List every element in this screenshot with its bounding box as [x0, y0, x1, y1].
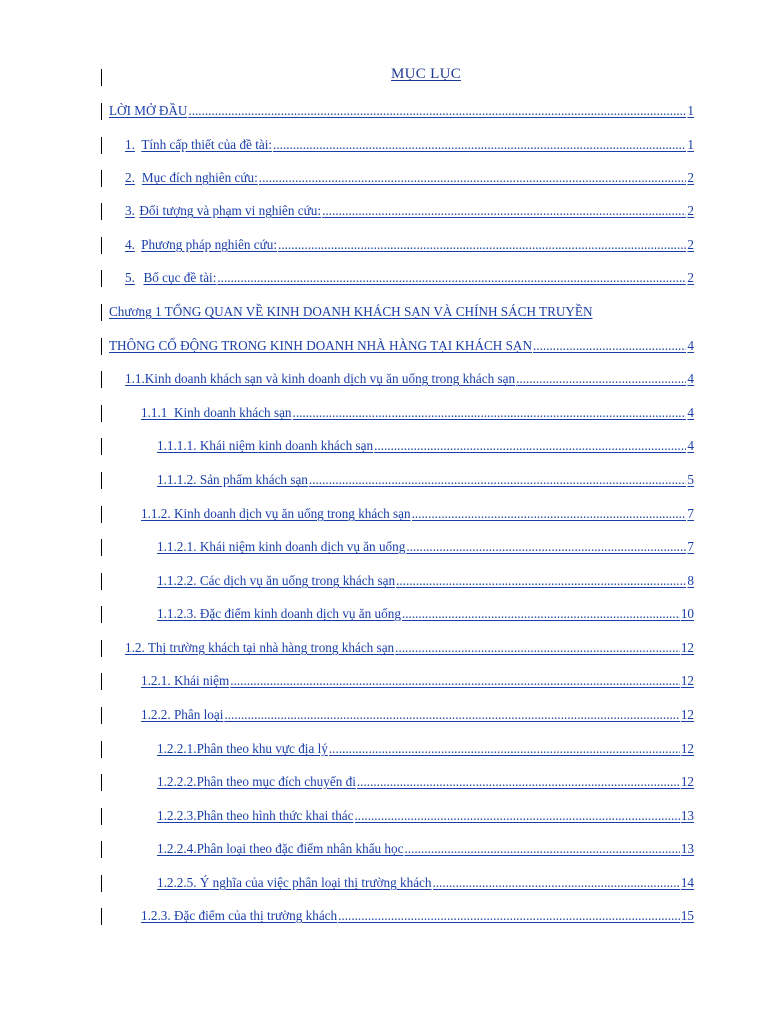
toc-entry-1-1-1[interactable] — [141, 405, 694, 421]
toc-entry-1-2-1[interactable] — [141, 673, 694, 689]
toc-entry-text: Đối tượng và phạm vi nghiên cứu: — [139, 203, 322, 218]
toc-entry-1-1-2-1[interactable] — [157, 539, 694, 555]
toc-entry-text: 1.2.3. Đặc điểm của thị trường khách — [141, 908, 338, 923]
change-bar — [101, 69, 102, 86]
toc-entry-number: 1.2.2.3. — [157, 808, 197, 823]
toc-page-number: 2 — [687, 237, 694, 252]
change-bar — [101, 506, 102, 523]
change-bar — [101, 774, 102, 791]
toc-page-number: 2 — [687, 170, 694, 185]
toc-leader-dots — [355, 808, 680, 824]
change-bar — [101, 170, 102, 187]
toc-entry-text: Bố cục đề tài: — [143, 270, 217, 285]
toc-entry-chapter-1[interactable] — [109, 338, 694, 354]
toc-page-number: 12 — [680, 673, 694, 688]
toc-page-number: 7 — [687, 539, 694, 554]
toc-leader-dots — [433, 875, 680, 891]
toc-entry-text: Tính cấp thiết của đề tài: — [141, 137, 273, 152]
toc-page-number: 12 — [680, 707, 694, 722]
change-bar — [101, 103, 102, 120]
toc-entry-text: 1.1.2.3. Đặc điểm kinh doanh dịch vụ ăn uống — [157, 606, 401, 621]
toc-page-number: 12 — [680, 774, 694, 789]
toc-entry-text: 1.2.2. Phân loại — [141, 707, 224, 722]
toc-page-number: 7 — [687, 506, 694, 521]
toc-entry-number: 5. — [125, 270, 135, 285]
toc-entry-loi-mo-dau[interactable] — [109, 103, 694, 119]
toc-entry-1-1[interactable] — [125, 371, 694, 387]
toc-entry-1-1-1-2[interactable] — [157, 472, 694, 488]
toc-entry-4[interactable] — [125, 237, 694, 253]
change-bar — [101, 606, 102, 623]
toc-leader-dots — [357, 774, 680, 790]
toc-entry-text: THÔNG CỔ ĐỘNG TRONG KINH DOANH NHÀ HÀNG TẠI KHÁCH SẠN — [109, 338, 532, 353]
toc-entry-text: 1.1.2.2. Các dịch vụ ăn uống trong khách sạn — [157, 573, 396, 588]
toc-leader-dots — [516, 371, 686, 387]
toc-page-number: 4 — [687, 338, 694, 353]
change-bar — [101, 808, 102, 825]
change-bar — [101, 741, 102, 758]
change-bar — [101, 270, 102, 287]
toc-leader-dots — [395, 640, 680, 656]
toc-leader-dots — [309, 472, 687, 488]
toc-leader-dots — [338, 908, 680, 924]
change-bar — [101, 438, 102, 455]
change-bar — [101, 841, 102, 858]
toc-entry-text: 1.2. Thị trường khách tại nhà hàng trong khách sạn — [125, 640, 395, 655]
toc-entry-1-2-3[interactable] — [141, 908, 694, 924]
toc-page-number: 13 — [680, 808, 694, 823]
toc-entry-text: Phân theo mục đích chuyến đi — [196, 774, 356, 789]
toc-entry-text: 1.1.2. Kinh doanh dịch vụ ăn uống trong khách sạn — [141, 506, 411, 521]
toc-entry-text: 1.1.1.1. Khái niệm kinh doanh khách sạn — [157, 438, 374, 453]
toc-page-number: 10 — [680, 606, 694, 621]
toc-leader-dots — [374, 438, 686, 454]
toc-entry-number: 2. — [125, 170, 135, 185]
toc-entry-3[interactable] — [125, 203, 694, 219]
toc-entry-text: 1.2.1. Khái niệm — [141, 673, 230, 688]
toc-entry-text: Phân theo hình thức khai thác — [196, 808, 354, 823]
toc-entry-1-2-2-5[interactable] — [157, 875, 694, 891]
toc-page-number: 1 — [687, 137, 694, 152]
toc-entry-text: 1.1.2.1. Khái niệm kinh doanh dịch vụ ăn uống — [157, 539, 406, 554]
change-bar — [101, 371, 102, 388]
toc-leader-dots — [224, 707, 679, 723]
change-bar — [101, 707, 102, 724]
toc-entry-number: 1.2.2.4. — [157, 841, 197, 856]
change-bar — [101, 908, 102, 925]
toc-leader-dots — [402, 606, 680, 622]
change-bar — [101, 640, 102, 657]
toc-entry-number: 1. — [125, 137, 135, 152]
change-bar — [101, 573, 102, 590]
toc-entry-2[interactable] — [125, 170, 694, 186]
toc-page-number: 14 — [680, 875, 694, 890]
toc-leader-dots — [329, 741, 680, 757]
toc-page-number: 13 — [680, 841, 694, 856]
toc-leader-dots — [322, 203, 686, 219]
toc-entry-text: LỜI MỞ ĐẦU — [109, 103, 188, 118]
toc-entry-number: 1.2.2.1. — [157, 741, 197, 756]
change-bar — [101, 237, 102, 254]
toc-page-number: 12 — [680, 640, 694, 655]
toc-entry-text: 1.2.2.5. Ý nghĩa của việc phân loại thị trường khách — [157, 875, 432, 890]
toc-entry-1-1-2-2[interactable] — [157, 573, 694, 589]
change-bar — [101, 304, 102, 321]
toc-leader-dots — [293, 405, 687, 421]
toc-leader-dots — [230, 673, 680, 689]
toc-chapter-1-line1[interactable]: Chương 1 TỔNG QUAN VỀ KINH DOANH KHÁCH SẠN VÀ CHÍNH SÁCH TRUYỀN — [109, 304, 593, 319]
toc-entry-number: 4. — [125, 237, 135, 252]
change-bar — [101, 338, 102, 355]
toc-entry-1-2-2-4[interactable] — [157, 841, 694, 857]
change-bar — [101, 875, 102, 892]
toc-leader-dots — [273, 137, 686, 153]
toc-page-number: 4 — [687, 371, 694, 386]
toc-entry-1-2-2-3[interactable] — [157, 808, 694, 824]
toc-leader-dots — [404, 841, 679, 857]
toc-page-number: 5 — [687, 472, 694, 487]
toc-entry-1-1-2[interactable] — [141, 506, 694, 522]
toc-entry-5[interactable] — [125, 270, 694, 286]
toc-entry-1-2[interactable] — [125, 640, 694, 656]
toc-page-number: 4 — [687, 405, 694, 420]
toc-entry-text: Kinh doanh khách sạn và kinh doanh dịch vụ ăn uống trong khách sạn — [144, 371, 516, 386]
toc-leader-dots — [188, 103, 686, 119]
change-bar — [101, 203, 102, 220]
change-bar — [101, 472, 102, 489]
change-bar — [101, 539, 102, 556]
toc-entry-number: 1.1. — [125, 371, 145, 386]
toc-leader-dots — [412, 506, 687, 522]
toc-leader-dots — [278, 237, 686, 253]
toc-leader-dots — [406, 539, 686, 555]
change-bar — [101, 673, 102, 690]
toc-entry-number: 1.2.2.2. — [157, 774, 197, 789]
toc-leader-dots — [533, 338, 686, 354]
toc-entry-1-2-2-1[interactable] — [157, 741, 694, 757]
toc-entry-text: 1.1.1 Kinh doanh khách sạn — [141, 405, 292, 420]
toc-page-number: 8 — [687, 573, 694, 588]
toc-page-number: 12 — [680, 741, 694, 756]
toc-leader-dots — [217, 270, 686, 286]
toc-entry-1-2-2[interactable] — [141, 707, 694, 723]
toc-page-number: 2 — [687, 270, 694, 285]
toc-entry-text: Phương pháp nghiên cứu: — [141, 237, 278, 252]
change-bar — [101, 137, 102, 154]
change-bar — [101, 405, 102, 422]
toc-page-number: 1 — [687, 103, 694, 118]
toc-entry-1[interactable] — [125, 137, 694, 153]
toc-page-number: 2 — [687, 203, 694, 218]
toc-page-number: 15 — [680, 908, 694, 923]
toc-entry-1-1-2-3[interactable] — [157, 606, 694, 622]
toc-entry-text: Phân theo khu vực địa lý — [196, 741, 328, 756]
toc-page-number: 4 — [687, 438, 694, 453]
toc-entry-text: 1.1.1.2. Sản phẩm khách sạn — [157, 472, 308, 487]
toc-title: MỤC LỤC — [390, 66, 462, 82]
toc-entry-1-1-1-1[interactable] — [157, 438, 694, 454]
toc-entry-1-2-2-2[interactable] — [157, 774, 694, 790]
toc-leader-dots — [396, 573, 686, 589]
toc-entry-number: 3. — [125, 203, 135, 218]
toc-entry-text: Phân loại theo đặc điểm nhân khẩu học — [196, 841, 404, 856]
toc-leader-dots — [259, 170, 687, 186]
toc-entry-text: Mục đích nghiên cứu: — [141, 170, 258, 185]
